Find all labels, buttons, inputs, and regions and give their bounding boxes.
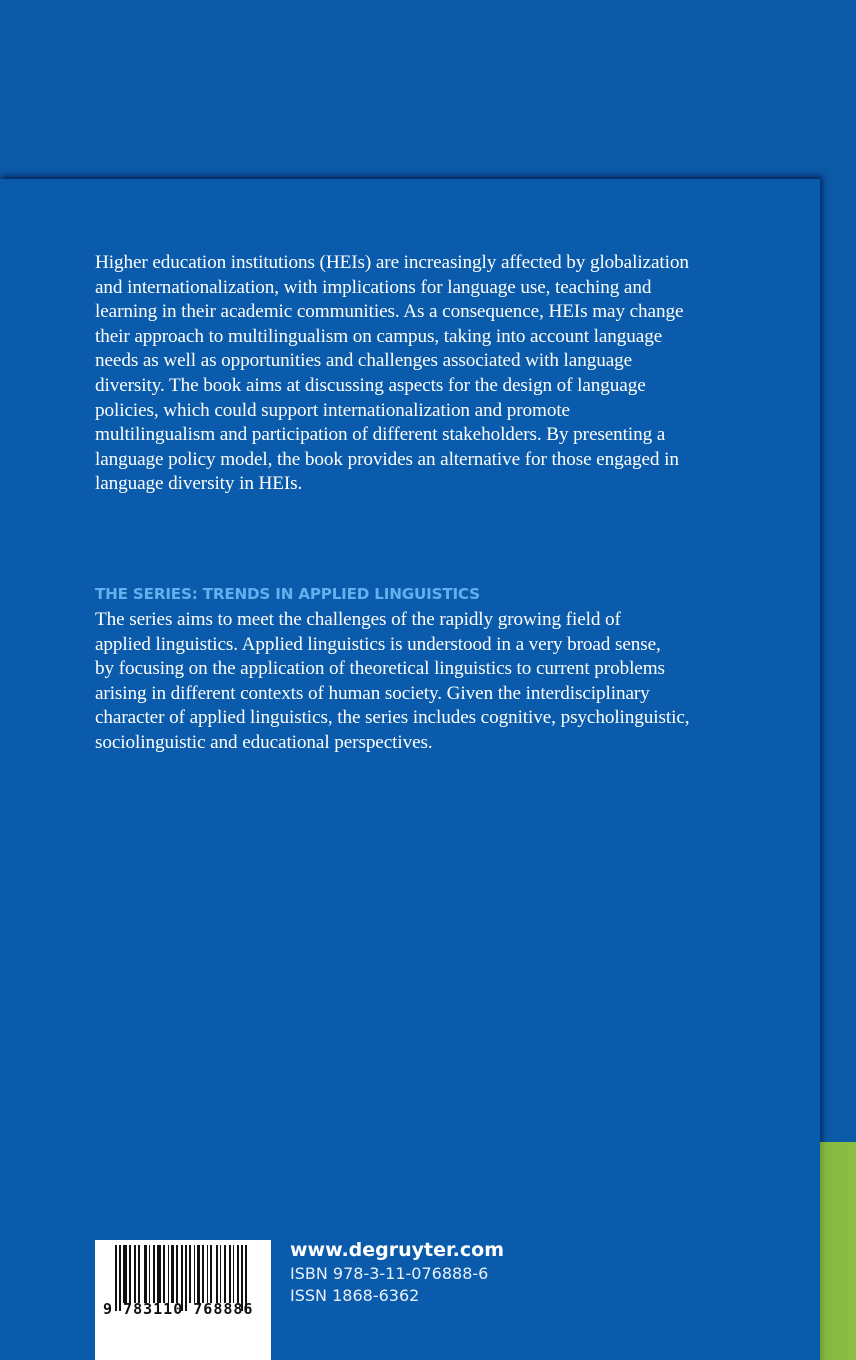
isbn-barcode xyxy=(95,1240,271,1360)
description-line: their approach to multilingualism on campus, taking into account language xyxy=(95,325,663,347)
description-line: language policy model, the book provides an alternative for those engaged in xyxy=(95,448,679,470)
series-line: The series aims to meet the challenges of the rapidly growing field of xyxy=(95,609,621,630)
series-line: applied linguistics. Applied linguistics is understood in a very broad sense, xyxy=(95,633,661,655)
description-line: diversity. The book aims at discussing aspects for the design of language xyxy=(95,374,646,396)
publisher-info xyxy=(290,1237,504,1307)
description-line: and internationalization, with implications for language use, teaching and xyxy=(95,276,652,298)
isbn-number: ISBN 978-3-11-076888-6 xyxy=(290,1264,489,1283)
series-line: sociolinguistic and educational perspectives. xyxy=(95,731,433,753)
description-line: Higher education institutions (HEIs) are increasingly affected by globalization xyxy=(95,252,689,273)
description-line: learning in their academic communities. As a consequence, HEIs may change xyxy=(95,301,684,323)
issn-number: ISSN 1868-6362 xyxy=(290,1286,420,1305)
description-line: needs as well as opportunities and challenges associated with language xyxy=(95,350,633,372)
description-line: language diversity in HEIs. xyxy=(95,473,303,495)
book-description xyxy=(95,251,775,497)
series-line: arising in different contexts of human society. Given the interdisciplinary xyxy=(95,682,650,704)
series-line: character of applied linguistics, the series includes cognitive, psycholinguistic, xyxy=(95,707,690,729)
series-line: by focusing on the application of theoretical linguistics to current problems xyxy=(95,658,665,680)
green-accent-strip xyxy=(820,1142,856,1360)
publisher-url[interactable]: www.degruyter.com xyxy=(290,1239,504,1261)
series-heading: THE SERIES: TRENDS IN APPLIED LINGUISTICS xyxy=(95,585,480,603)
description-line: policies, which could support internationalization and promote xyxy=(95,399,570,421)
description-line: multilingualism and participation of different stakeholders. By presenting a xyxy=(95,424,666,446)
barcode-number: 9 783110 768886 xyxy=(103,1300,254,1318)
series-description xyxy=(95,608,785,756)
